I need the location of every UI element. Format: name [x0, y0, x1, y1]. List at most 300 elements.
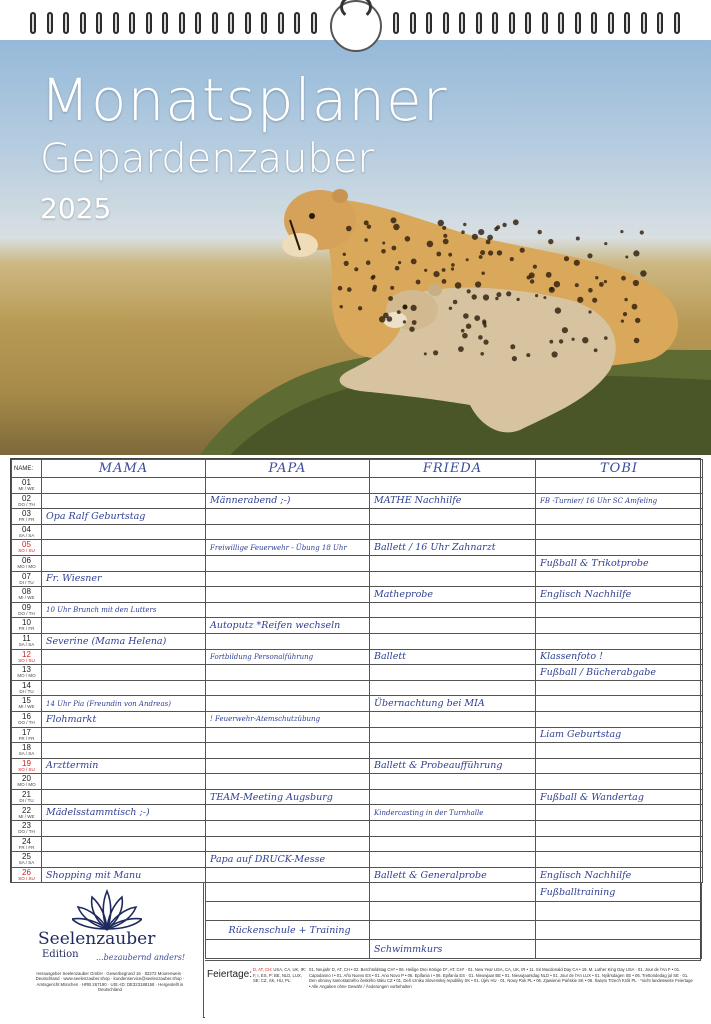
cheetah-spot — [372, 287, 377, 292]
entry-cell-frieda[interactable]: Ballett & Probeaufführung — [370, 758, 536, 774]
entry-cell-papa[interactable] — [206, 665, 370, 681]
day-label — [12, 524, 42, 540]
entry-cell-papa[interactable] — [206, 836, 370, 852]
cheetah-spot — [588, 310, 591, 313]
entry-cell-tobi[interactable]: Fußball / Bücherabgabe — [536, 665, 703, 681]
brand-slogan: ...bezaubernd anders! — [96, 953, 186, 962]
cheetah-spot — [461, 230, 465, 234]
entry-cell-mama[interactable]: Opa Ralf Geburtstag — [42, 509, 206, 525]
entry-cell-tobi[interactable]: FB -Turnier/ 16 Uhr SC Amfeling — [536, 493, 703, 509]
cheetah-spot — [442, 268, 446, 272]
entry-cell-mama[interactable] — [42, 821, 206, 837]
column-header-papa: PAPA — [206, 460, 370, 478]
entry-cell-papa[interactable] — [206, 902, 370, 921]
entry-cell-papa[interactable] — [206, 727, 370, 743]
cheetah-spot — [395, 266, 400, 271]
entry-cell-tobi[interactable]: Englisch Nachhilfe — [536, 867, 703, 883]
day-label — [12, 493, 42, 509]
cheetah-spot — [582, 337, 588, 343]
entry-cell-mama[interactable] — [42, 493, 206, 509]
entry-cell-mama[interactable] — [42, 836, 206, 852]
entry-cell-frieda[interactable]: MATHE Nachhilfe — [370, 493, 536, 509]
weekday: MI / WE — [18, 595, 35, 601]
cheetah-spot — [462, 333, 468, 339]
entry-cell-papa[interactable] — [206, 509, 370, 525]
cheetah-spot — [621, 320, 624, 323]
entry-cell-tobi[interactable] — [536, 524, 703, 540]
cheetah-spot — [433, 350, 438, 355]
cheetah-spot — [516, 298, 519, 301]
entry-cell-frieda[interactable] — [370, 665, 536, 681]
binding-ring — [113, 12, 119, 34]
binding-ring — [575, 12, 581, 34]
day-label — [12, 836, 42, 852]
entry-cell-papa[interactable] — [206, 940, 370, 959]
cheetah-spot — [495, 297, 498, 300]
entry-cell-tobi[interactable] — [536, 618, 703, 634]
entry-cell-papa[interactable]: Rückenschule + Training — [206, 921, 370, 940]
binding-ring — [47, 12, 53, 34]
binding-ring — [63, 12, 69, 34]
cheetah-spot — [424, 269, 427, 272]
entry-cell-papa[interactable] — [206, 571, 370, 587]
cheetah-spot — [474, 315, 480, 321]
binding-ring — [608, 12, 614, 34]
entry-cell-mama[interactable] — [42, 649, 206, 665]
entry-cell-mama[interactable]: 10 Uhr Brunch mit den Lutters — [42, 602, 206, 618]
brand-name: Seelenzauber — [38, 929, 156, 949]
entry-cell-mama[interactable]: Shopping mit Manu — [42, 867, 206, 883]
entry-cell-frieda[interactable] — [370, 921, 536, 940]
cheetah-spot — [634, 338, 640, 344]
cheetah-spot — [391, 217, 397, 223]
day-row — [12, 665, 703, 681]
entry-cell-mama[interactable]: Severine (Mama Helena) — [42, 633, 206, 649]
entry-cell-papa[interactable] — [206, 524, 370, 540]
entry-cell-tobi[interactable] — [536, 509, 703, 525]
planner-table — [11, 459, 703, 883]
entry-cell-papa[interactable]: ! Feuerwehr-Atemschutzübung — [206, 711, 370, 727]
entry-cell-frieda[interactable] — [370, 555, 536, 571]
cheetah-spot — [398, 261, 401, 264]
weekday: DO / TH — [18, 719, 35, 725]
day-label — [12, 618, 42, 634]
binding-ring — [393, 12, 399, 34]
cheetah-spot — [382, 242, 385, 245]
binding-ring — [179, 12, 185, 34]
entry-cell-mama[interactable] — [42, 524, 206, 540]
entry-cell-papa[interactable] — [206, 758, 370, 774]
entry-cell-papa[interactable] — [206, 867, 370, 883]
weekday: MI / WE — [18, 486, 35, 492]
entry-cell-papa[interactable]: Männerabend ;-) — [206, 493, 370, 509]
weekday: SO / SU — [18, 766, 35, 772]
cheetah-spot — [633, 280, 639, 286]
cheetah-spot — [520, 248, 525, 253]
binding-ring — [674, 12, 680, 34]
entry-cell-tobi[interactable] — [536, 940, 702, 959]
entry-cell-papa[interactable] — [206, 587, 370, 603]
cheetah-spot — [488, 250, 493, 255]
cheetah-spot — [574, 260, 580, 266]
entry-cell-frieda[interactable]: Ballett — [370, 649, 536, 665]
entry-cell-mama[interactable] — [42, 680, 206, 696]
entry-cell-tobi[interactable] — [536, 633, 703, 649]
day-number: 21 — [22, 789, 31, 799]
day-number: 19 — [22, 758, 31, 768]
cheetah-spot — [533, 265, 537, 269]
cheetah-spot — [506, 291, 511, 296]
calendar-year: 2025 — [40, 192, 112, 225]
day-number: 04 — [22, 524, 31, 534]
day-label — [12, 805, 42, 821]
weekday: DI / TU — [19, 797, 34, 803]
entry-cell-mama[interactable] — [42, 789, 206, 805]
day-row — [12, 821, 703, 837]
cheetah-spot — [388, 296, 393, 301]
cheetah-spot — [640, 230, 644, 234]
entry-cell-mama[interactable] — [42, 743, 206, 759]
day-label — [12, 867, 42, 883]
day-label — [12, 478, 42, 494]
entry-cell-mama[interactable] — [42, 774, 206, 790]
binding-ring — [294, 12, 300, 34]
binding-ring — [459, 12, 465, 34]
cheetah-spot — [367, 225, 371, 229]
cheetah-spot — [621, 276, 626, 281]
entry-cell-mama[interactable] — [42, 727, 206, 743]
cheetah-spot — [472, 234, 478, 240]
entry-cell-frieda[interactable] — [370, 571, 536, 587]
cheetah-spot — [383, 313, 389, 319]
entry-cell-frieda[interactable] — [370, 774, 536, 790]
cheetah-spot — [502, 223, 506, 227]
holiday-country-codes — [253, 967, 309, 984]
cheetah-spot — [604, 280, 607, 283]
weekday: SA / SA — [18, 641, 35, 647]
cheetah-spot — [483, 294, 489, 300]
entry-cell-frieda[interactable] — [370, 902, 536, 921]
entry-cell-tobi[interactable]: Klassenfoto ! — [536, 649, 703, 665]
cheetah-spot — [564, 256, 569, 261]
day-row — [12, 587, 703, 603]
cheetah-photo — [0, 20, 711, 455]
entry-cell-papa[interactable] — [206, 821, 370, 837]
day-number: 26 — [22, 867, 31, 877]
entry-cell-mama[interactable]: Arzttermin — [42, 758, 206, 774]
cheetah-spot — [595, 276, 598, 279]
entry-cell-papa[interactable]: Autoputz *Reifen wechseln — [206, 618, 370, 634]
binding-ring — [591, 12, 597, 34]
entry-cell-mama[interactable] — [42, 555, 206, 571]
cheetah-spot — [599, 282, 604, 287]
entry-cell-mama[interactable]: 14 Uhr Pia (Freundin von Andreas) — [42, 696, 206, 712]
cheetah-spot — [443, 234, 447, 238]
entry-cell-frieda[interactable]: Schwimmkurs — [370, 940, 536, 959]
cheetah-spot — [620, 230, 623, 233]
cheetah-spot — [640, 270, 646, 276]
entry-cell-tobi[interactable] — [536, 774, 703, 790]
entry-cell-frieda[interactable] — [370, 836, 536, 852]
binding-ring — [80, 12, 86, 34]
day-number: 07 — [22, 571, 31, 581]
day-label — [12, 696, 42, 712]
cheetah-spot — [463, 223, 466, 226]
cheetah-spot — [381, 249, 386, 254]
day-label — [12, 680, 42, 696]
cheetah-spot — [625, 256, 628, 259]
extra-row — [206, 883, 702, 902]
cheetah-spot — [358, 306, 362, 310]
header-row — [12, 460, 703, 478]
day-row — [12, 680, 703, 696]
binding-ring — [443, 12, 449, 34]
entry-cell-tobi[interactable] — [536, 711, 703, 727]
day-label — [12, 711, 42, 727]
binding-ring — [195, 12, 201, 34]
entry-cell-frieda[interactable] — [370, 789, 536, 805]
entry-cell-tobi[interactable]: Fußball & Trikotprobe — [536, 555, 703, 571]
binding-ring — [146, 12, 152, 34]
cheetah-spot — [576, 237, 580, 241]
entry-cell-tobi[interactable] — [536, 540, 703, 556]
cheetah-spot — [366, 260, 371, 265]
entry-cell-papa[interactable]: Fortbildung Personalführung — [206, 649, 370, 665]
extra-row — [206, 921, 702, 940]
binding-ring — [624, 12, 630, 34]
cheetah-spot — [340, 305, 343, 308]
entry-cell-papa[interactable] — [206, 602, 370, 618]
entry-cell-tobi[interactable] — [536, 571, 703, 587]
lotus-logo-icon — [72, 889, 142, 931]
name-label: NAME: — [12, 460, 42, 478]
entry-cell-tobi[interactable] — [536, 921, 702, 940]
brand-edition: Edition — [42, 949, 79, 960]
day-label — [12, 665, 42, 681]
column-header-frieda: FRIEDA — [370, 460, 536, 478]
entry-cell-tobi[interactable] — [536, 602, 703, 618]
weekday: MO / MO — [17, 564, 36, 570]
entry-cell-mama[interactable] — [42, 540, 206, 556]
entry-cell-mama[interactable]: Flohmarkt — [42, 711, 206, 727]
entry-cell-tobi[interactable]: Englisch Nachhilfe — [536, 587, 703, 603]
entry-cell-frieda[interactable] — [370, 852, 536, 868]
cheetah-spot — [390, 286, 394, 290]
cheetah-spot — [467, 289, 471, 293]
entry-cell-frieda[interactable] — [370, 618, 536, 634]
entry-cell-tobi[interactable] — [536, 758, 703, 774]
cheetah-spot — [623, 312, 627, 316]
cheetah-spot — [480, 250, 485, 255]
entry-cell-tobi[interactable] — [536, 696, 703, 712]
day-number: 16 — [22, 711, 31, 721]
cheetah-spot — [449, 307, 452, 310]
cheetah-spot — [346, 226, 352, 232]
entry-cell-frieda[interactable] — [370, 478, 536, 494]
cheetah-spot — [458, 346, 464, 352]
holiday-list: 01. Neujahr D, AT, CH • 02. Berchtoldstag CH* • 06. Heilige Drei Könige D*, AT, CH* · 01. New Year USA, CA, UK, IR • 11. Sir Macdonald Day CA • 19. M. Luther King Day USA · 01. Jour de l'An F • 01. Capodanno I • 01. Año Nuevo ES • 01. Ano Novo P • 06. Epifania I • 06. Epifanía ES · 01. Nieuwjaar BE • 01. Nieuwjaarsdag NLD • 01. Jour de l'An LUX • 01. Nyårsdagen SE • 06. Trettondedag jul SE · 01. Den obnovy samostatného českého státu CZ • 01. Deň vzniku Slovenskej republiky SK • 01. Újév HU · 01. Nowy Rok PL • 06. Zjawienie Pańskie SK • 06. Święto Trzech Króli PL · *nicht landesweite Feiertage • Alle Angaben ohne Gewähr / Änderungen vorbehalten — [309, 967, 693, 990]
weekday: SO / SU — [18, 875, 35, 881]
day-label — [12, 540, 42, 556]
cheetah-spot — [530, 279, 534, 283]
day-row — [12, 711, 703, 727]
entry-cell-tobi[interactable] — [536, 743, 703, 759]
entry-cell-tobi[interactable]: Fußballtraining — [536, 883, 702, 902]
cheetah-spot — [338, 286, 343, 291]
cheetah-spot — [635, 318, 640, 323]
entry-cell-tobi[interactable] — [536, 836, 703, 852]
day-label — [12, 509, 42, 525]
binding-ring — [509, 12, 515, 34]
day-row — [12, 743, 703, 759]
cheetah-spot — [543, 296, 546, 299]
entry-cell-mama[interactable] — [42, 852, 206, 868]
entry-cell-mama[interactable]: Fr. Wiesner — [42, 571, 206, 587]
cheetah-spot — [478, 229, 484, 235]
entry-cell-frieda[interactable] — [370, 883, 536, 902]
cheetah-spot — [412, 320, 417, 325]
entry-cell-papa[interactable] — [206, 478, 370, 494]
cheetah-spot — [397, 310, 401, 314]
entry-cell-frieda[interactable]: Ballett / 16 Uhr Zahnarzt — [370, 540, 536, 556]
entry-cell-papa[interactable]: Papa auf DRUCK-Messe — [206, 852, 370, 868]
entry-cell-mama[interactable] — [42, 587, 206, 603]
day-row — [12, 774, 703, 790]
day-row — [12, 493, 703, 509]
day-row — [12, 836, 703, 852]
column-header-tobi: TOBI — [536, 460, 703, 478]
cheetah-spot — [604, 242, 607, 245]
entry-cell-frieda[interactable] — [370, 743, 536, 759]
binding-ring — [426, 12, 432, 34]
binding-ring — [261, 12, 267, 34]
entry-cell-frieda[interactable]: Ballett & Generalprobe — [370, 867, 536, 883]
cheetah-spot — [494, 227, 498, 231]
brand-block — [10, 882, 204, 1018]
entry-cell-tobi[interactable] — [536, 478, 703, 494]
cheetah-spot — [482, 319, 486, 323]
entry-cell-frieda[interactable] — [370, 821, 536, 837]
day-label — [12, 587, 42, 603]
weekday: DI / TU — [19, 688, 34, 694]
weekday: FR / FR — [18, 517, 35, 523]
entry-cell-papa[interactable] — [206, 743, 370, 759]
cheetah-spot — [472, 294, 477, 299]
binding-ring — [542, 12, 548, 34]
cheetah-spot — [624, 298, 627, 301]
cheetah-spot — [371, 276, 375, 280]
day-number: 08 — [22, 587, 31, 597]
cheetah-spot — [354, 267, 358, 271]
entry-cell-tobi[interactable]: Fußball & Wandertag — [536, 789, 703, 805]
entry-cell-frieda[interactable] — [370, 680, 536, 696]
cheetah-spot — [588, 288, 593, 293]
entry-cell-frieda[interactable]: Matheprobe — [370, 587, 536, 603]
binding-ring — [278, 12, 284, 34]
cheetah-spot — [364, 220, 369, 225]
entry-cell-mama[interactable] — [42, 665, 206, 681]
entry-cell-papa[interactable] — [206, 555, 370, 571]
binding-ring — [657, 12, 663, 34]
day-number: 05 — [22, 540, 31, 550]
weekday: SA / SA — [18, 751, 35, 757]
entry-cell-tobi[interactable] — [536, 680, 703, 696]
weekday: FR / FR — [18, 844, 35, 850]
entry-cell-frieda[interactable] — [370, 602, 536, 618]
cheetah-spot — [436, 252, 441, 257]
day-row — [12, 618, 703, 634]
cheetah-spot — [403, 320, 406, 323]
entry-cell-tobi[interactable] — [536, 821, 703, 837]
cheetah-spot — [486, 240, 491, 245]
cheetah-spot — [632, 304, 638, 310]
cheetah-spot — [484, 324, 487, 327]
entry-cell-papa[interactable] — [206, 680, 370, 696]
entry-cell-frieda[interactable]: Kindercasting in der Turnhalle — [370, 805, 536, 821]
cheetah-spot — [451, 263, 455, 267]
entry-cell-papa[interactable] — [206, 696, 370, 712]
day-row — [12, 602, 703, 618]
entry-cell-mama[interactable] — [42, 478, 206, 494]
cheetah-spot — [497, 250, 502, 255]
entry-cell-tobi[interactable] — [536, 902, 702, 921]
entry-cell-tobi[interactable] — [536, 805, 703, 821]
binding-ring — [162, 12, 168, 34]
day-label — [12, 602, 42, 618]
cheetah-spot — [535, 294, 538, 297]
day-row — [12, 727, 703, 743]
cheetah-spot — [478, 335, 483, 340]
extra-row — [206, 940, 702, 959]
entry-cell-papa[interactable] — [206, 883, 370, 902]
day-number: 09 — [22, 602, 31, 612]
entry-cell-frieda[interactable] — [370, 524, 536, 540]
day-row — [12, 571, 703, 587]
weekday: MI / WE — [18, 704, 35, 710]
entry-cell-mama[interactable] — [42, 618, 206, 634]
entry-cell-tobi[interactable]: Liam Geburtstag — [536, 727, 703, 743]
entry-cell-papa[interactable]: TEAM-Meeting Augsburg — [206, 789, 370, 805]
entry-cell-frieda[interactable]: Übernachtung bei MIA — [370, 696, 536, 712]
day-label — [12, 649, 42, 665]
holiday-box — [205, 960, 701, 1018]
entry-cell-papa[interactable]: Freiwillige Feuerwehr - Übung 18 Uhr — [206, 540, 370, 556]
day-row — [12, 524, 703, 540]
cheetah-spot — [513, 219, 519, 225]
entry-cell-tobi[interactable] — [536, 852, 703, 868]
day-row — [12, 540, 703, 556]
day-number: 06 — [22, 556, 31, 566]
entry-cell-papa[interactable] — [206, 805, 370, 821]
entry-cell-frieda[interactable] — [370, 711, 536, 727]
entry-cell-papa[interactable] — [206, 774, 370, 790]
cheetah-spot — [577, 297, 583, 303]
weekday: DO / TH — [18, 610, 35, 616]
day-row — [12, 509, 703, 525]
day-number: 01 — [22, 478, 31, 488]
entry-cell-frieda[interactable] — [370, 633, 536, 649]
day-number: 23 — [22, 821, 31, 831]
cheetah-spot — [475, 281, 481, 287]
entry-cell-frieda[interactable] — [370, 509, 536, 525]
entry-cell-papa[interactable] — [206, 633, 370, 649]
weekday: SO / SU — [18, 548, 35, 554]
entry-cell-mama[interactable]: Mädelsstammtisch ;-) — [42, 805, 206, 821]
entry-cell-frieda[interactable] — [370, 727, 536, 743]
day-label — [12, 633, 42, 649]
day-label — [12, 727, 42, 743]
binding-ring — [410, 12, 416, 34]
